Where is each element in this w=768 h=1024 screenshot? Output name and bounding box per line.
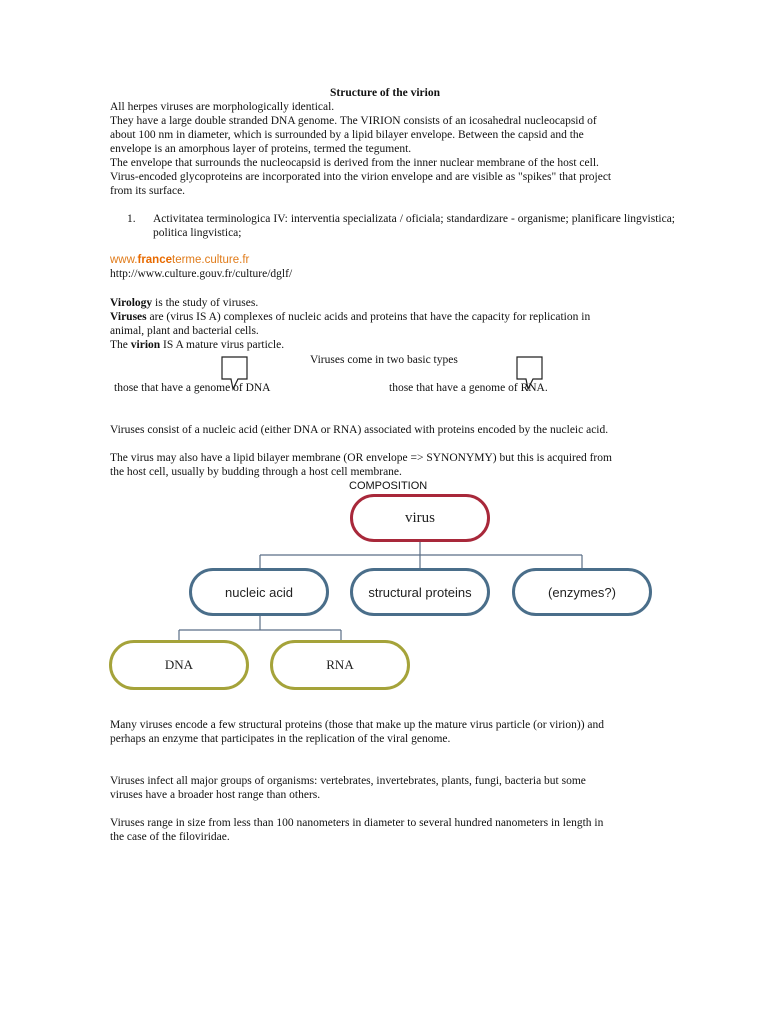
diagram-node-dna: DNA [109, 640, 249, 690]
intro-line: envelope is an amorphous layer of proteins, termed the tegument. [110, 143, 412, 155]
culture-link[interactable]: http://www.culture.gouv.fr/culture/dglf/ [110, 268, 293, 280]
intro-line: about 100 nm in diameter, which is surrounded by a lipid bilayer envelope. Between the capsid and the [110, 129, 584, 141]
nucleic-acid-paragraph: Viruses consist of a nucleic acid (either DNA or RNA) associated with proteins encoded by the nucleic acid. [110, 424, 609, 436]
envelope-line: the host cell, usually by budding through a host cell membrane. [110, 466, 402, 478]
infect-paragraph-line: Viruses infect all major groups of organisms: vertebrates, invertebrates, plants, fungi, bacteria but some [110, 775, 586, 787]
viruses-term: Viruses [110, 311, 147, 323]
link-prefix: www. [110, 254, 138, 266]
viruses-line-2: animal, plant and bacterial cells. [110, 325, 259, 337]
virology-rest: is the study of viruses. [152, 297, 259, 309]
intro-line: Virus-encoded glycoproteins are incorporated into the virion envelope and are visible as "spikes" that project [110, 171, 612, 183]
two-types-line: Viruses come in two basic types [310, 354, 458, 366]
virion-pre: The [110, 339, 131, 351]
intro-line: from its surface. [110, 185, 186, 197]
intro-line: All herpes viruses are morphologically identical. [110, 101, 335, 113]
diagram-node-nucleic-acid: nucleic acid [189, 568, 329, 616]
diagram-node-enzymes: (enzymes?) [512, 568, 652, 616]
diagram-node-structural-proteins: structural proteins [350, 568, 490, 616]
list-text: Activitatea terminologica IV: interventia specializata / oficiala; standardizare - organisme; planificare lingvistica; politica lingvistica; [153, 213, 675, 239]
infect-paragraph-line: viruses have a broader host range than others. [110, 789, 321, 801]
intro-line: The envelope that surrounds the nucleocapsid is derived from the inner nuclear membrane of the host cell. [110, 157, 599, 169]
list-number: 1. [127, 213, 136, 225]
link-bold: france [137, 254, 173, 266]
size-paragraph-line: the case of the filoviridae. [110, 831, 230, 843]
structural-paragraph-line: Many viruses encode a few structural proteins (those that make up the mature virus particle (or virion)) and [110, 719, 605, 731]
virion-rest: IS A mature virus particle. [160, 339, 285, 351]
size-paragraph-line: Viruses range in size from less than 100 nanometers in diameter to several hundred nanometers in length in [110, 817, 604, 829]
diagram-node-virus: virus [350, 494, 490, 542]
rna-type-line: those that have a genome of RNA. [389, 382, 548, 394]
viruses-rest: are (virus IS A) complexes of nucleic acids and proteins that have the capacity for replication in [146, 311, 591, 323]
composition-heading: COMPOSITION [349, 480, 428, 492]
intro-line: They have a large double stranded DNA genome. The VIRION consists of an icosahedral nucleocapsid of [110, 115, 597, 127]
diagram-node-rna: RNA [270, 640, 410, 690]
page-title: Structure of the virion [330, 87, 440, 99]
virology-term: Virology [110, 297, 153, 309]
virion-term: virion [130, 339, 161, 351]
link-suffix: terme.culture.fr [172, 254, 250, 266]
envelope-line: The virus may also have a lipid bilayer membrane (OR envelope => SYNONYMY) but this is acquired from [110, 452, 612, 464]
dna-type-line: those that have a genome of DNA [114, 382, 271, 394]
structural-paragraph-line: perhaps an enzyme that participates in the replication of the viral genome. [110, 733, 451, 745]
